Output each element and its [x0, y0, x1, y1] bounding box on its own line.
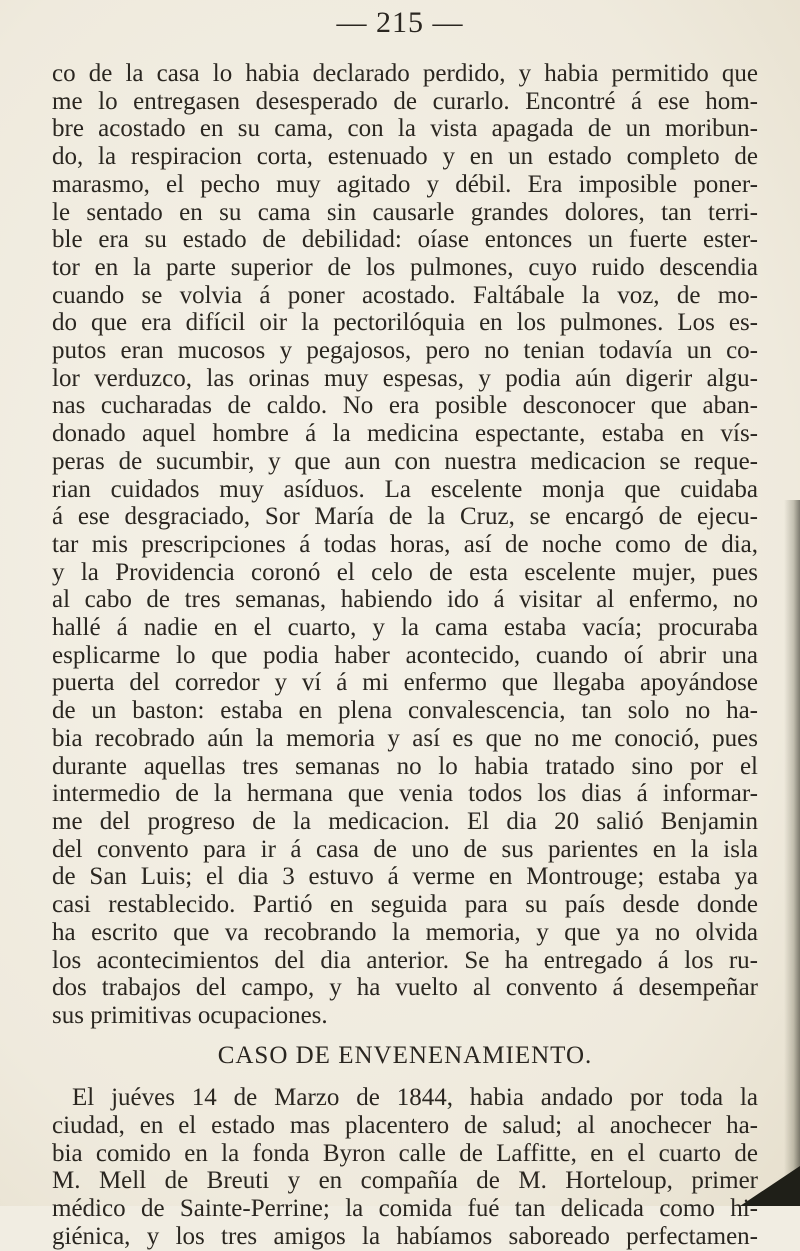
- text-line: me del progreso de la medicacion. El dia 20 salió Benjamin: [52, 807, 758, 835]
- text-line: al cabo de tres semanas, habiendo ido á visitar al enfermo, no: [52, 586, 758, 614]
- text-line: casi restablecido. Partió en seguida para su país desde donde: [52, 891, 758, 919]
- text-line: puerta del corredor y ví á mi enfermo que llegaba apoyándose: [52, 669, 758, 697]
- text-line: tar mis prescripciones á todas horas, así de noche como de dia,: [52, 530, 758, 558]
- text-line: bre acostado en su cama, con la vista apagada de un moribun-: [52, 115, 758, 143]
- text-line: sus primitivas ocupaciones.: [52, 1001, 328, 1029]
- text-line: esplicarme lo que podia haber acontecido, cuando oí abrir una: [52, 641, 758, 669]
- section-heading: CASO DE ENVENENAMIENTO.: [217, 1041, 593, 1069]
- text-line: co de la casa lo habia declarado perdido, y habia permitido que: [52, 60, 758, 87]
- page-edge-shadow: [784, 500, 800, 1206]
- text-line: ble era su estado de debilidad: oíase entonces un fuerte ester-: [52, 226, 758, 254]
- text-line: y la Providencia coronó el celo de esta escelente mujer, pues: [52, 558, 758, 586]
- text-line: médico de Sainte-Perrine; la comida fué tan delicada como hi-: [52, 1195, 758, 1223]
- text-line: le sentado en su cama sin causarle grandes dolores, tan terri-: [52, 198, 758, 226]
- text-line: á ese desgraciado, Sor María de la Cruz, se encargó de ejecu-: [52, 503, 758, 531]
- text-line: los acontecimientos del dia anterior. Se ha entregado á los ru-: [52, 946, 758, 974]
- text-line: dos trabajos del campo, y ha vuelto al convento á desempeñar: [52, 974, 758, 1002]
- text-line: giénica, y los tres amigos la habíamos saboreado perfectamen-: [52, 1222, 758, 1250]
- paragraph-poisoning-case: [52, 1084, 758, 1250]
- text-line: de un baston: estaba en plena convalescencia, tan solo no ha-: [52, 697, 758, 725]
- paragraph-case-recovery: [52, 60, 758, 1030]
- text-line: durante aquellas tres semanas no lo habia tratado sino por el: [52, 752, 758, 780]
- text-line: putos eran mucosos y pegajosos, pero no tenian todavía un co-: [52, 337, 758, 365]
- text-line: peras de sucumbir, y que aun con nuestra medicacion se reque-: [52, 447, 758, 475]
- text-line: hallé á nadie en el cuarto, y la cama estaba vacía; procuraba: [52, 614, 758, 642]
- text-line: nas cucharadas de caldo. No era posible desconocer que aban-: [52, 392, 758, 420]
- text-line: tor en la parte superior de los pulmones, cuyo ruido descendia: [52, 253, 758, 281]
- text-line: rian cuidados muy asíduos. La escelente monja que cuidaba: [52, 475, 758, 503]
- text-line: bia recobrado aún la memoria y así es que no me conoció, pues: [52, 724, 758, 752]
- page-number: — 215 —: [336, 6, 464, 39]
- text-line: intermedio de la hermana que venia todos los dias á informar-: [52, 780, 758, 808]
- text-line: del convento para ir á casa de uno de sus parientes en la isla: [52, 835, 758, 863]
- page-body: [52, 60, 758, 1251]
- text-line: me lo entregasen desesperado de curarlo. Encontré á ese hom-: [52, 87, 758, 115]
- text-line: do, la respiracion corta, estenuado y en un estado completo de: [52, 143, 758, 171]
- page-corner-shadow: [740, 1166, 800, 1206]
- text-line: donado aquel hombre á la medicina espectante, estaba en vís-: [52, 420, 758, 448]
- text-line: cuando se volvia á poner acostado. Faltábale la voz, de mo-: [52, 281, 758, 309]
- text-line: ciudad, en el estado mas placentero de salud; al anochecer ha-: [52, 1112, 758, 1140]
- text-line: do que era difícil oir la pectorilóquia en los pulmones. Los es-: [52, 309, 758, 337]
- text-line: El juéves 14 de Marzo de 1844, habia andado por toda la: [72, 1084, 758, 1112]
- text-line: ha escrito que va recobrando la memoria, y que ya no olvida: [52, 918, 758, 946]
- text-line: bia comido en la fonda Byron calle de Laffitte, en el cuarto de: [52, 1139, 758, 1167]
- text-line: M. Mell de Breuti y en compañía de M. Horteloup, primer: [52, 1167, 758, 1195]
- text-line: de San Luis; el dia 3 estuvo á verme en Montrouge; estaba ya: [52, 863, 758, 891]
- text-line: lor verduzco, las orinas muy espesas, y podia aún digerir algu-: [52, 364, 758, 392]
- text-line: marasmo, el pecho muy agitado y débil. Era imposible poner-: [52, 170, 758, 198]
